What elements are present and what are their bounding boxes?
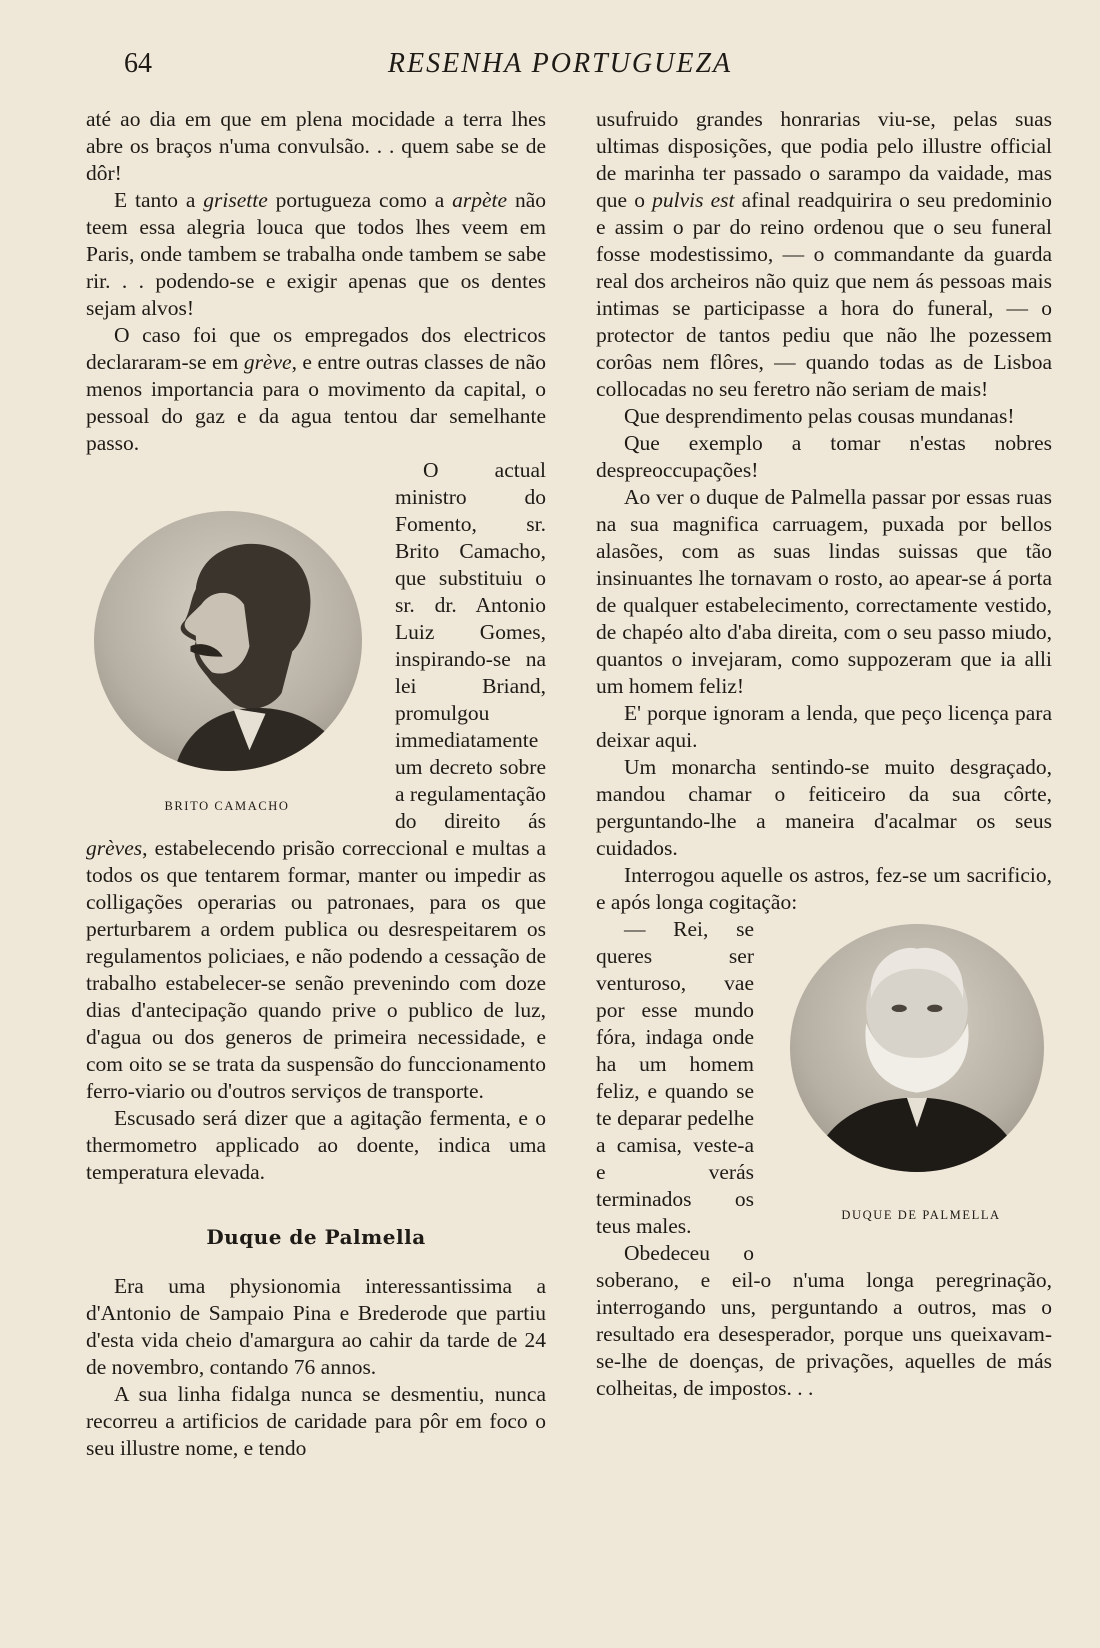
- paragraph: Que desprendimento pelas cousas mundanas!: [624, 404, 1015, 428]
- left-column: [86, 106, 546, 1462]
- paragraph: E' porque ignoram a lenda, que peço licença para deixar aqui.: [596, 701, 1052, 752]
- paragraph: até ao dia em que em plena mocidade a terra lhes abre os braços n'uma convulsão. . . quem sabe se de dôr!: [86, 107, 546, 185]
- paragraph: Ao ver o duque de Palmella passar por essas ruas na sua magnifica carruagem, puxada por bellos alasões, com as suas lindas suissas que tão insinuantes lhe tornavam o rosto, ao apear-se á porta de qualquer estabelecimento, correctamente vestido, de chapéo alto d'aba direita, com o seu passo miudo, quantos o invejaram, como suppozeram que ia alli um homem feliz!: [596, 485, 1052, 698]
- paragraph: — Rei, se queres ser venturoso, vae por esse mundo fóra, indaga onde ha um homem feliz, e quando se te deparar pedelhe a camisa, veste-a e verás terminados os teus males.: [596, 917, 754, 1238]
- section-heading: Duque de Palmella: [206, 1225, 426, 1249]
- portrait-bearded-man-icon: [790, 924, 1044, 1172]
- figure-caption: BRITO CAMACHO: [164, 799, 290, 813]
- brito-camacho-portrait: [94, 511, 362, 771]
- paragraph: usufruido grandes honrarias viu-se, pelas suas ultimas disposições, que podia pelo illustre official de marinha ter passado o sarampo da vaidade, mas que o pulvis est afinal readquirira o seu predominio e assim o par do reino ordenou que o seu funeral fosse modestissimo, — o commandante da guarda real dos archeiros não quiz que nem ás pessoas mais intimas se participasse a hora do funeral, — o protector de tantos pediu que não lhe pozessem corôas nem flôres, — quando todas as de Lisboa collocadas no seu feretro não seriam de mais!: [596, 107, 1052, 401]
- paragraph: Era uma physionomia interessantissima a d'Antonio de Sampaio Pina e Brederode que partiu d'esta vida cheio d'amargura ao cahir da tarde de 24 de novembro, contando 76 annos.: [86, 1274, 546, 1379]
- paragraph: Escusado será dizer que a agitação fermenta, e o thermometro applicado ao doente, indica uma temperatura elevada.: [86, 1106, 546, 1184]
- paragraph: E tanto a grisette portugueza como a arpète não teem essa alegria louca que todos lhes veem em Paris, onde tambem se trabalha onde tambem se sabe rir. . . podendo-se e exigir apenas que os dentes sejam alvos!: [86, 188, 546, 320]
- paragraph: Obedeceu o soberano, e eil-o n'uma longa peregrinação, interrogando uns, perguntando a outros, mas o resultado era desesperador, porque uns queixavam-se-lhe de doenças, de privações, aquelles de más colheitas, de impostos. . .: [596, 1241, 1052, 1400]
- figure-brito-camacho: [82, 457, 387, 831]
- paragraph: Um monarcha sentindo-se muito desgraçado, mandou chamar o feiticeiro da sua côrte, perguntando-lhe a maneira d'acalmar os seus cuidados.: [596, 755, 1052, 860]
- running-title: RESENHA PORTUGUEZA: [387, 48, 733, 79]
- paragraph: O actual ministro do Fomento, sr. Brito Camacho, que substituiu o sr. dr. Antonio Luiz Gomes, inspirando-se na lei Briand, promulgou immediatamente um decreto sobre a regulamentação do direito ás grèves, estabelecendo prisão correccional e multas a todos os que tentarem formar, manter ou impedir as colligações operarias ou patronaes, para os que perturbarem a ordem publica ou desrespeitarem os regulamentos policiaes, e não podendo a cessação de trabalho estabelecer-se senão prevenindo com doze dias d'antecipação quando prive o publico de luz, d'agua ou dos generos de primeira necessidade, e com oito se se trata da suspensão do funccionamento ferro-viario ou d'outros serviços de transporte.: [86, 458, 547, 1103]
- figure-caption: DUQUE DE PALMELLA: [841, 1208, 1001, 1222]
- duque-de-palmella-portrait: [790, 924, 1044, 1172]
- right-column: [596, 106, 1052, 1402]
- figure-duque-de-palmella: [760, 924, 1052, 1256]
- page-header: [120, 48, 1000, 88]
- page-number: 64: [124, 48, 152, 79]
- portrait-profile-icon: [94, 511, 362, 771]
- paragraph: Que exemplo a tomar n'estas nobres despreoccupações!: [596, 431, 1052, 482]
- paragraph: A sua linha fidalga nunca se desmentiu, nunca recorreu a artificios de caridade para pôr em foco o seu illustre nome, e tendo: [86, 1382, 546, 1460]
- paragraph: Interrogou aquelle os astros, fez-se um sacrificio, e após longa cogitação:: [596, 863, 1052, 914]
- paragraph: O caso foi que os empregados dos electricos declararam-se em grève, e entre outras classes de não menos importancia para o movimento da capital, o pessoal do gaz e da agua tentou dar semelhante passo.: [86, 323, 546, 455]
